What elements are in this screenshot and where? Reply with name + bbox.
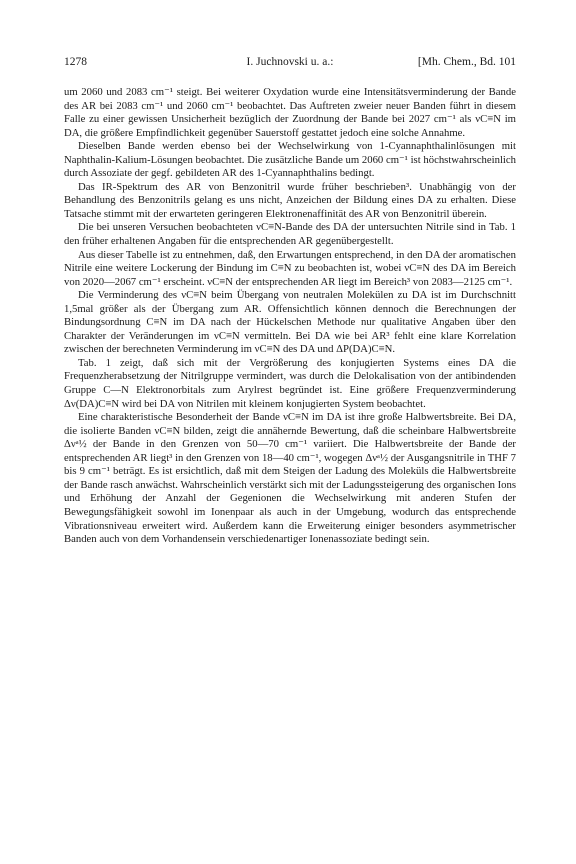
- journal-page: [64, 56, 516, 547]
- running-header-authors: I. Juchnovski u. a.:: [246, 56, 334, 68]
- paragraph: um 2060 und 2083 cm⁻¹ steigt. Bei weiterer Oxydation wurde eine Intensitätsverminderung der Bande des AR bei 2083 cm⁻¹ und 2060 cm⁻¹ beobachtet. Das Auftreten zweier neuer Banden führt in diesem Falle zu einer gewissen Unsicherheit bezüglich der Zuordnung der Bande bei 2027 cm⁻¹ als νC≡N im DA, die größere Empfindlichkeit gegenüber Sauerstoff gestattet jedoch eine solche Annahme.: [64, 86, 516, 139]
- running-header: [64, 56, 516, 76]
- paragraph: Dieselben Bande werden ebenso bei der Wechselwirkung von 1-Cyannaphthalinlösungen mit Naphthalin-Kalium-Lösungen beobachtet. Die zusätzliche Bande um 2060 cm⁻¹ ist höchstwahrscheinlich durch Assoziate der gegf. gebildeten AR des 1-Cyannaphthalins bedingt.: [64, 140, 516, 180]
- paragraph: Eine charakteristische Besonderheit der Bande νC≡N im DA ist ihre große Halbwertsbreite. Bei DA, die isolierte Banden νC≡N bilden, zeigt die annähernde Bewertung, daß die scheinbare Halbwertsbreite Δνᵃ½ der Bande in den Grenzen von 50—70 cm⁻¹ variiert. Die Halbwertsbreite der Bande der entsprechenden AR liegt³ in den Grenzen von 18—40 cm⁻¹, wogegen Δνᵃ½ der Ausgangsnitrile in THF 7 bis 9 cm⁻¹ beträgt. Es ist ersichtlich, daß mit dem Steigen der Ladung des Moleküls die Halbwertsbreite der Bande rasch anwächst. Wahrscheinlich verstärkt sich mit der Ladungssteigerung des organischen Ions und Erhöhung der Anzahl der Gegenionen die Wechselwirkung mit anderen Stufen der Bewegungsfähigkeit sowohl im Ionenpaar als auch in der Umgebung, wodurch das entsprechende Vibrationsniveau erweitert wird. Außerdem kann die Erweiterung einiger besonders asymmetrischer Banden auch von dem Vorhandensein verschiedenartiger Ionenassoziate bedingt sein.: [64, 411, 516, 546]
- paragraph: Die Verminderung des νC≡N beim Übergang von neutralen Molekülen zu DA ist im Durchschnitt 1,5mal größer als der Übergang zum AR. Offensichtlich können dennoch die Berechnungen der Bindungsordnung C≡N im DA nach der Hückelschen Methode nur qualitative Angaben über den Charakter der Veränderungen im νC≡N vermitteln. Bei DA wie bei AR³ fehlt eine klare Korrelation zwischen der berechneten Verminderung im νC≡N des DA und ΔP(DA)C≡N.: [64, 289, 516, 356]
- paragraph: Aus dieser Tabelle ist zu entnehmen, daß, den Erwartungen entsprechend, in den DA der aromatischen Nitrile eine weitere Lockerung der Bindung im C≡N zu beobachten ist, wobei νC≡N des DA im Bereich von 2020—2067 cm⁻¹ erscheint. νC≡N der entsprechenden AR liegt im Bereich³ von 2083—2125 cm⁻¹.: [64, 248, 516, 288]
- running-header-journal: [Mh. Chem., Bd. 101: [417, 56, 516, 68]
- paragraph: Das IR-Spektrum des AR von Benzonitril wurde früher beschrieben³. Unabhängig von der Behandlung des Benzonitrils gelang es uns nicht, Anzeichen der Bildung eines DA zu erhalten. Diese Tatsache stimmt mit der erwarteten geringeren Elektronenaffinität des AR von Benzonitril überein.: [64, 180, 516, 220]
- body-text: [64, 86, 516, 547]
- paragraph: Die bei unseren Versuchen beobachteten νC≡N-Bande des DA der untersuchten Nitrile sind in Tab. 1 den früher erhaltenen Angaben für die entsprechenden AR gegenübergestellt.: [64, 221, 516, 248]
- paragraph: Tab. 1 zeigt, daß sich mit der Vergrößerung des konjugierten Systems eines DA die Frequenzherabsetzung der Nitrilgruppe vermindert, was durch die Delokalisation von der antibindenden Gruppe C—N Elektronorbitals zum Arylrest begründet ist. Eine größere Frequenzverminderung Δν(DA)C≡N wird bei DA von Nitrilen mit kleinem konjugierten System beobachtet.: [64, 356, 516, 410]
- page-number: 1278: [64, 56, 87, 68]
